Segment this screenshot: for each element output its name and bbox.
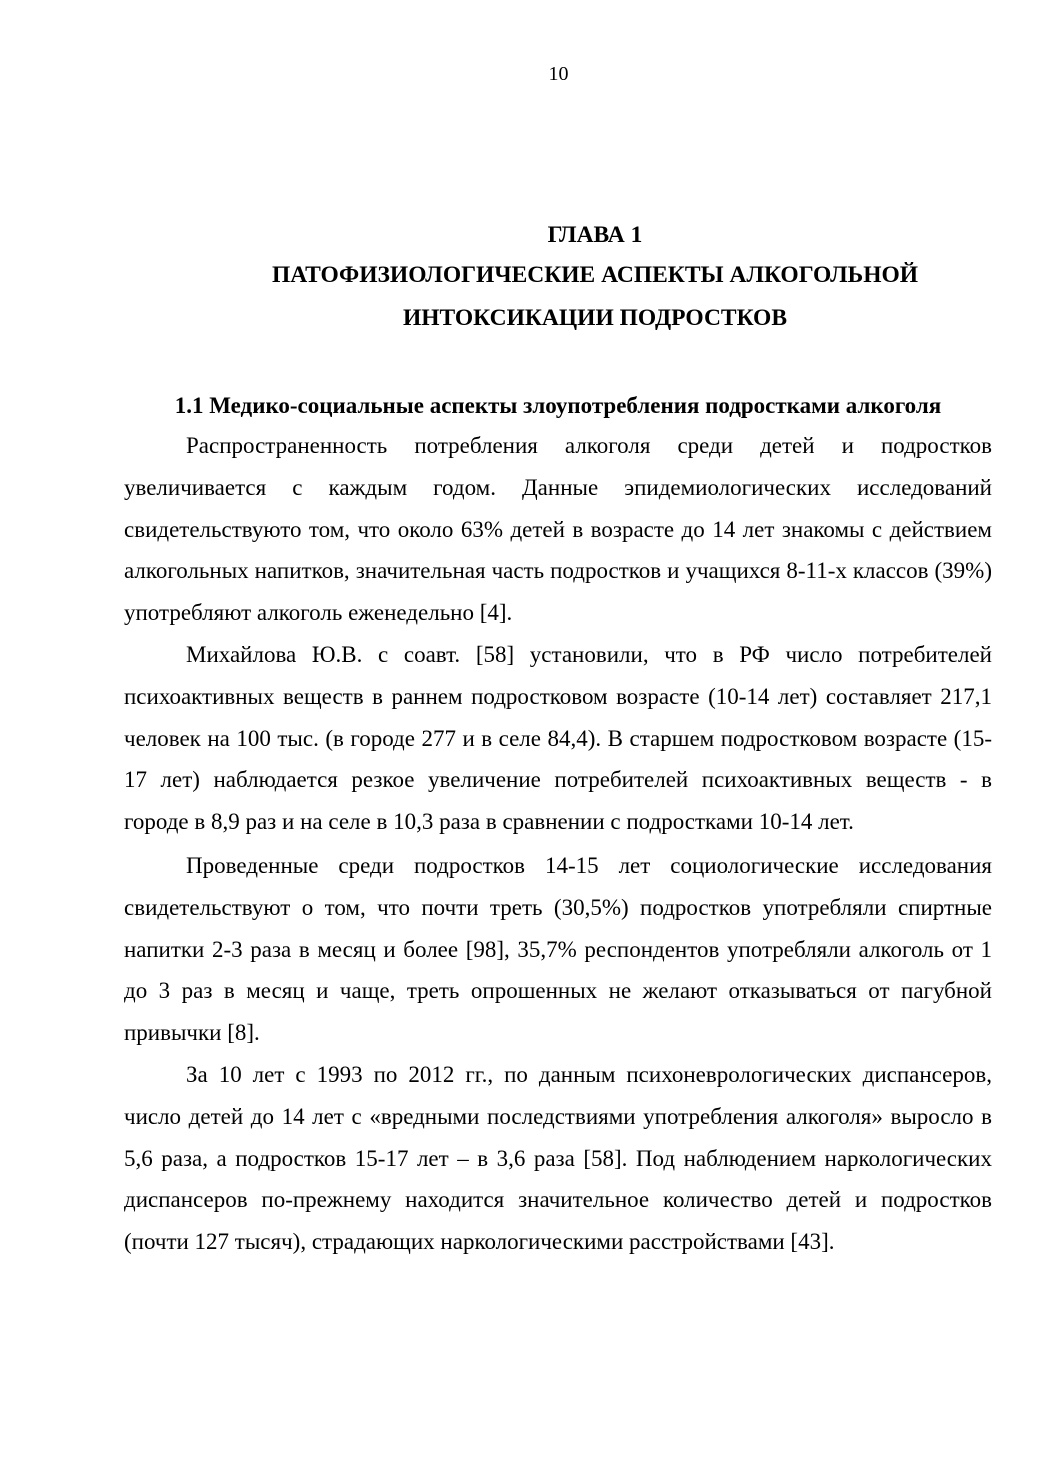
paragraph-1: Распространенность потребления алкоголя среди детей и подростков увеличивается с каждым годом. Данные эпидемиологических исследований свидетельствуюто том, что около 63% детей в возрасте до 14 лет знакомы с действием алкогольных напитков, значительная часть подростков и учащихся 8-11-х классов (39%) употребляют алкоголь еженедельно [4]. bbox=[124, 433, 992, 626]
page-number: 10 bbox=[548, 63, 569, 85]
paragraph-2: Михайлова Ю.В. с соавт. [58] установили, что в РФ число потребителей психоактивных веществ в раннем подростковом возрасте (10-14 лет) составляет 217,1 человек на 100 тыс. (в городе 277 и в селе 84,4). В старшем подростковом возрасте (15-17 лет) наблюдается резкое увеличение потребителей психоактивных веществ - в городе в 8,9 раз и на селе в 10,3 раза в сравнении с подростками 10-14 лет. bbox=[124, 641, 992, 835]
chapter-title-line-1: ПАТОФИЗИОЛОГИЧЕСКИЕ АСПЕКТЫ АЛКОГОЛЬНОЙ bbox=[271, 262, 919, 288]
chapter-title-line-2: ИНТОКСИКАЦИИ ПОДРОСТКОВ bbox=[402, 305, 788, 331]
paragraph-4: За 10 лет с 1993 по 2012 гг., по данным психоневрологических диспансеров, число детей до 14 лет с «вредными последствиями употребления алкоголя» выросло в 5,6 раза, а подростков 15-17 лет – в 3,6 раза [58]. Под наблюдением наркологических диспансеров по-прежнему находится значительное количество детей и подростков (почти 127 тысяч), страдающих наркологическими расстройствами [43]. bbox=[124, 1061, 992, 1255]
body-text bbox=[124, 425, 992, 1263]
chapter-label: ГЛАВА 1 bbox=[547, 222, 643, 248]
paragraph-3: Проведенные среди подростков 14-15 лет социологические исследования свидетельствуют о том, что почти треть (30,5%) подростков употребляли спиртные напитки 2-3 раза в месяц и более [98], 35,7% респондентов употребляли алкоголь от 1 до 3 раз в месяц и чаще, треть опрошенных не желают отказываться от пагубной привычки [8]. bbox=[124, 852, 992, 1046]
section-heading: 1.1 Медико-социальные аспекты злоупотребления подростками алкоголя bbox=[174, 393, 942, 418]
